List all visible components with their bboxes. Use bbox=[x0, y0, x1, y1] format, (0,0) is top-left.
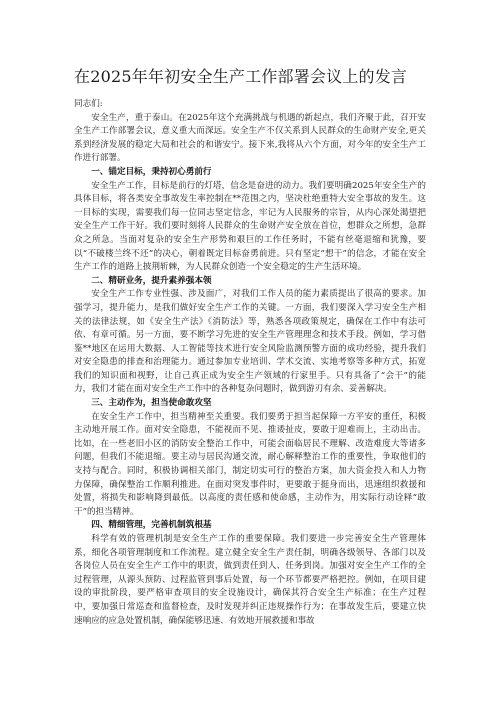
section-heading-1: 一、锚定目标，秉持初心勇前行 bbox=[91, 166, 212, 177]
section-heading-2: 二、精研业务，提升素养强本领 bbox=[91, 275, 212, 286]
section-body-1: 安全生产工作，目标是前行的灯塔，信念是奋进的动力。我们要明确2025年安全生产的具体目标，将各类安全事故发生率控制在**范围之内，坚决杜绝重特大安全事故的发生。这一目标的实现，需要我们每一位同志坚定信念，牢记为人民服务的宗旨，从内心深处渴望把安全生产工作干好。我们要时刻将人民群众的生命财产安全放在首位，想群众之所想，急群众之所急。当面对复杂的安全生产形势和艰巨的工作任务时，不能有丝毫退缩和犹豫，要以“不破楼兰终不还”的决心，朝着既定目标奋勇前进。只有坚定“想干”的信念，才能在安全生产工作的道路上披荆斩棘，为人民群众创造一个安全稳定的生产生活环境。 bbox=[74, 180, 426, 273]
greeting: 同志们: bbox=[74, 99, 103, 109]
section-heading-3: 三、主动作为，担当使命敢攻坚 bbox=[91, 398, 212, 409]
section-body-2: 安全生产工作专业性强、涉及面广，对我们工作人员的能力素质提出了很高的要求。加强学习，提升能力，是我们做好安全生产工作的关键。一方面，我们要深入学习安全生产相关的法律法规，如《安全生产法》《消防法》等，熟悉各项政策规定，确保在工作中有法可依、有章可循。另一方面，要不断学习先进的安全生产管理理念和技术手段。例如，学习借鉴**地区在运用大数据、人工智能等技术进行安全风险监测预警方面的成功经验，提升我们对安全隐患的排查和治理能力。通过参加专业培训、学术交流、实地考察等多种方式，拓宽我们的知识面和视野，让自己真正成为安全生产领域的行家里手。只有具备了“会干”的能力，我们才能在面对安全生产工作中的各种复杂问题时，做到游刃有余、妥善解决。 bbox=[74, 289, 426, 395]
section-body-4: 科学有效的管理机制是安全生产工作的重要保障。我们要进一步完善安全生产管理体系，细化各项管理制度和工作流程。建立健全安全生产责任制，明确各级领导、各部门以及各岗位人员在安全生产工作中的职责，做到责任到人、任务到岗。加强对安全生产工作的全过程管理，从源头预防、过程监管到事后处置，每一个环节都要严格把控。例如，在项目建设的审批阶段，要严格审查项目的安全设施设计，确保其符合安全生产标准；在生产过程中，要加强日常巡查和监督检查，及时发现并纠正违规操作行为；在事故发生后，要建立快速响应的应急处置机制，确保能够迅速、有效地开展救援和事故 bbox=[74, 534, 426, 626]
section-body-3: 在安全生产工作中，担当精神至关重要。我们要勇于担当起保障一方平安的重任，积极主动地开展工作。面对安全隐患，不能视而不见、推诿扯皮，要敢于迎难而上，主动出击。比如，在一些老旧小区的消防安全整治工作中，可能会面临居民不理解、改造难度大等诸多问题，但我们不能退缩。要主动与居民沟通交流，耐心解释整治工作的重要性，争取他们的支持与配合。同时，积极协调相关部门，制定切实可行的整治方案，加大资金投入和人力物力保障，确保整治工作顺利推进。在面对突发事件时，更要敢于挺身而出，迅速组织救援和处置，将损失和影响降到最低。以高度的责任感和使命感，主动作为，用实际行动诠释“敢干”的担当精神。 bbox=[74, 411, 426, 517]
intro-paragraph: 安全生产，重于泰山。在2025年这个充满挑战与机遇的新起点，我们齐聚于此，召开安全生产工作部署会议，意义重大而深远。安全生产不仅关系到人民群众的生命财产安全,更关系到经济发展的稳定大局和社会的和谐安宁。接下来,我将从六个方面，对今年的安全生产工作进行部署。 bbox=[74, 112, 426, 164]
document-title: 在2025年年初安全生产工作部署会议上的发言 bbox=[74, 67, 408, 86]
section-heading-4: 四、精细管理，完善机制筑根基 bbox=[91, 520, 212, 531]
